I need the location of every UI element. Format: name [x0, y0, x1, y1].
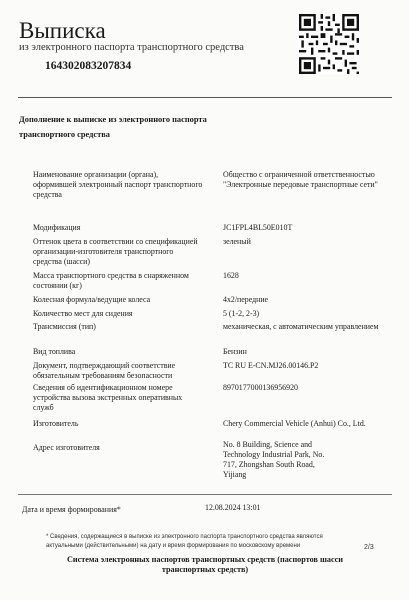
field-label-manufacturer: Изготовитель: [33, 419, 79, 428]
field-value-color: зеленый: [223, 237, 251, 246]
field-label-fuel: Вид топлива: [33, 347, 76, 356]
top-divider: [18, 97, 392, 98]
document-title: Выписка: [19, 18, 106, 43]
addition-title: Дополнение к выписке из электронного паспорта транспортного средства: [19, 115, 207, 139]
field-label-manufacturer-address: Адрес изготовителя: [33, 443, 100, 452]
page-number: 2/3: [364, 544, 374, 551]
field-label-modification: Модификация: [33, 223, 81, 232]
bottom-divider: [18, 494, 392, 495]
field-value-wheel-formula: 4x2/передние: [223, 295, 269, 304]
document-number: 164302083207834: [45, 60, 132, 72]
field-value-seats: 5 (1-2, 2-3): [223, 309, 260, 318]
document-subtitle: из электронного паспорта транспортного средства: [19, 42, 244, 53]
field-label-organization: Наименование организации (органа), оформившей электронный паспорт транспортного средства: [33, 170, 203, 199]
formation-date-label: Дата и время формирования*: [22, 505, 121, 514]
field-value-mass: 1628: [223, 271, 239, 280]
field-value-transmission: механическая, с автоматическим управлением: [223, 322, 379, 331]
field-value-safety-document: TC RU E-CN.MJ26.00146.P2: [223, 361, 319, 370]
field-label-safety-document: Документ, подтверждающий соответствие обязательным требованиям безопасности: [33, 361, 176, 380]
field-label-mass: Масса транспортного средства в снаряженном состоянии (кг): [33, 271, 189, 290]
field-label-transmission: Трансмиссия (тип): [33, 322, 96, 331]
footer-title: Система электронных паспортов транспортных средств (паспортов шасси транспортных средств): [67, 555, 343, 574]
field-value-organization: Общество с ограниченной ответственностью "Электронные передовые транспортные сети": [223, 170, 378, 189]
field-value-fuel: Бензин: [223, 347, 247, 356]
field-label-wheel-formula: Колесная формула/ведущие колеса: [33, 295, 151, 304]
qr-code-icon: [299, 14, 359, 74]
formation-date-value: 12.08.2024 13:01: [205, 503, 261, 512]
footnote-text: * Сведения, содержащиеся в выписке из электронного паспорта транспортного средства являются актуальными (действительными) на дату и время формирования по московскому времени: [46, 534, 323, 549]
field-label-color: Оттенок цвета в соответствии со спецификацией организации-изготовителя транспортного средства (шасси): [33, 237, 198, 266]
field-value-manufacturer: Chery Commercial Vehicle (Anhui) Co., Ltd.: [223, 419, 366, 428]
field-label-emergency-device: Сведения об идентификационном номере устройства вызова экстренных оперативных служб: [33, 383, 183, 412]
field-value-manufacturer-address: No. 8 Building, Science and Technology Industrial Park, No. 717, Zhongshan South Road, Yijiang: [223, 440, 325, 479]
field-label-seats: Количество мест для сидения: [33, 309, 133, 318]
field-value-modification: JC1FPL4BL50E010T: [223, 223, 293, 232]
field-value-emergency-device: 897017700013695692​0: [223, 383, 298, 392]
